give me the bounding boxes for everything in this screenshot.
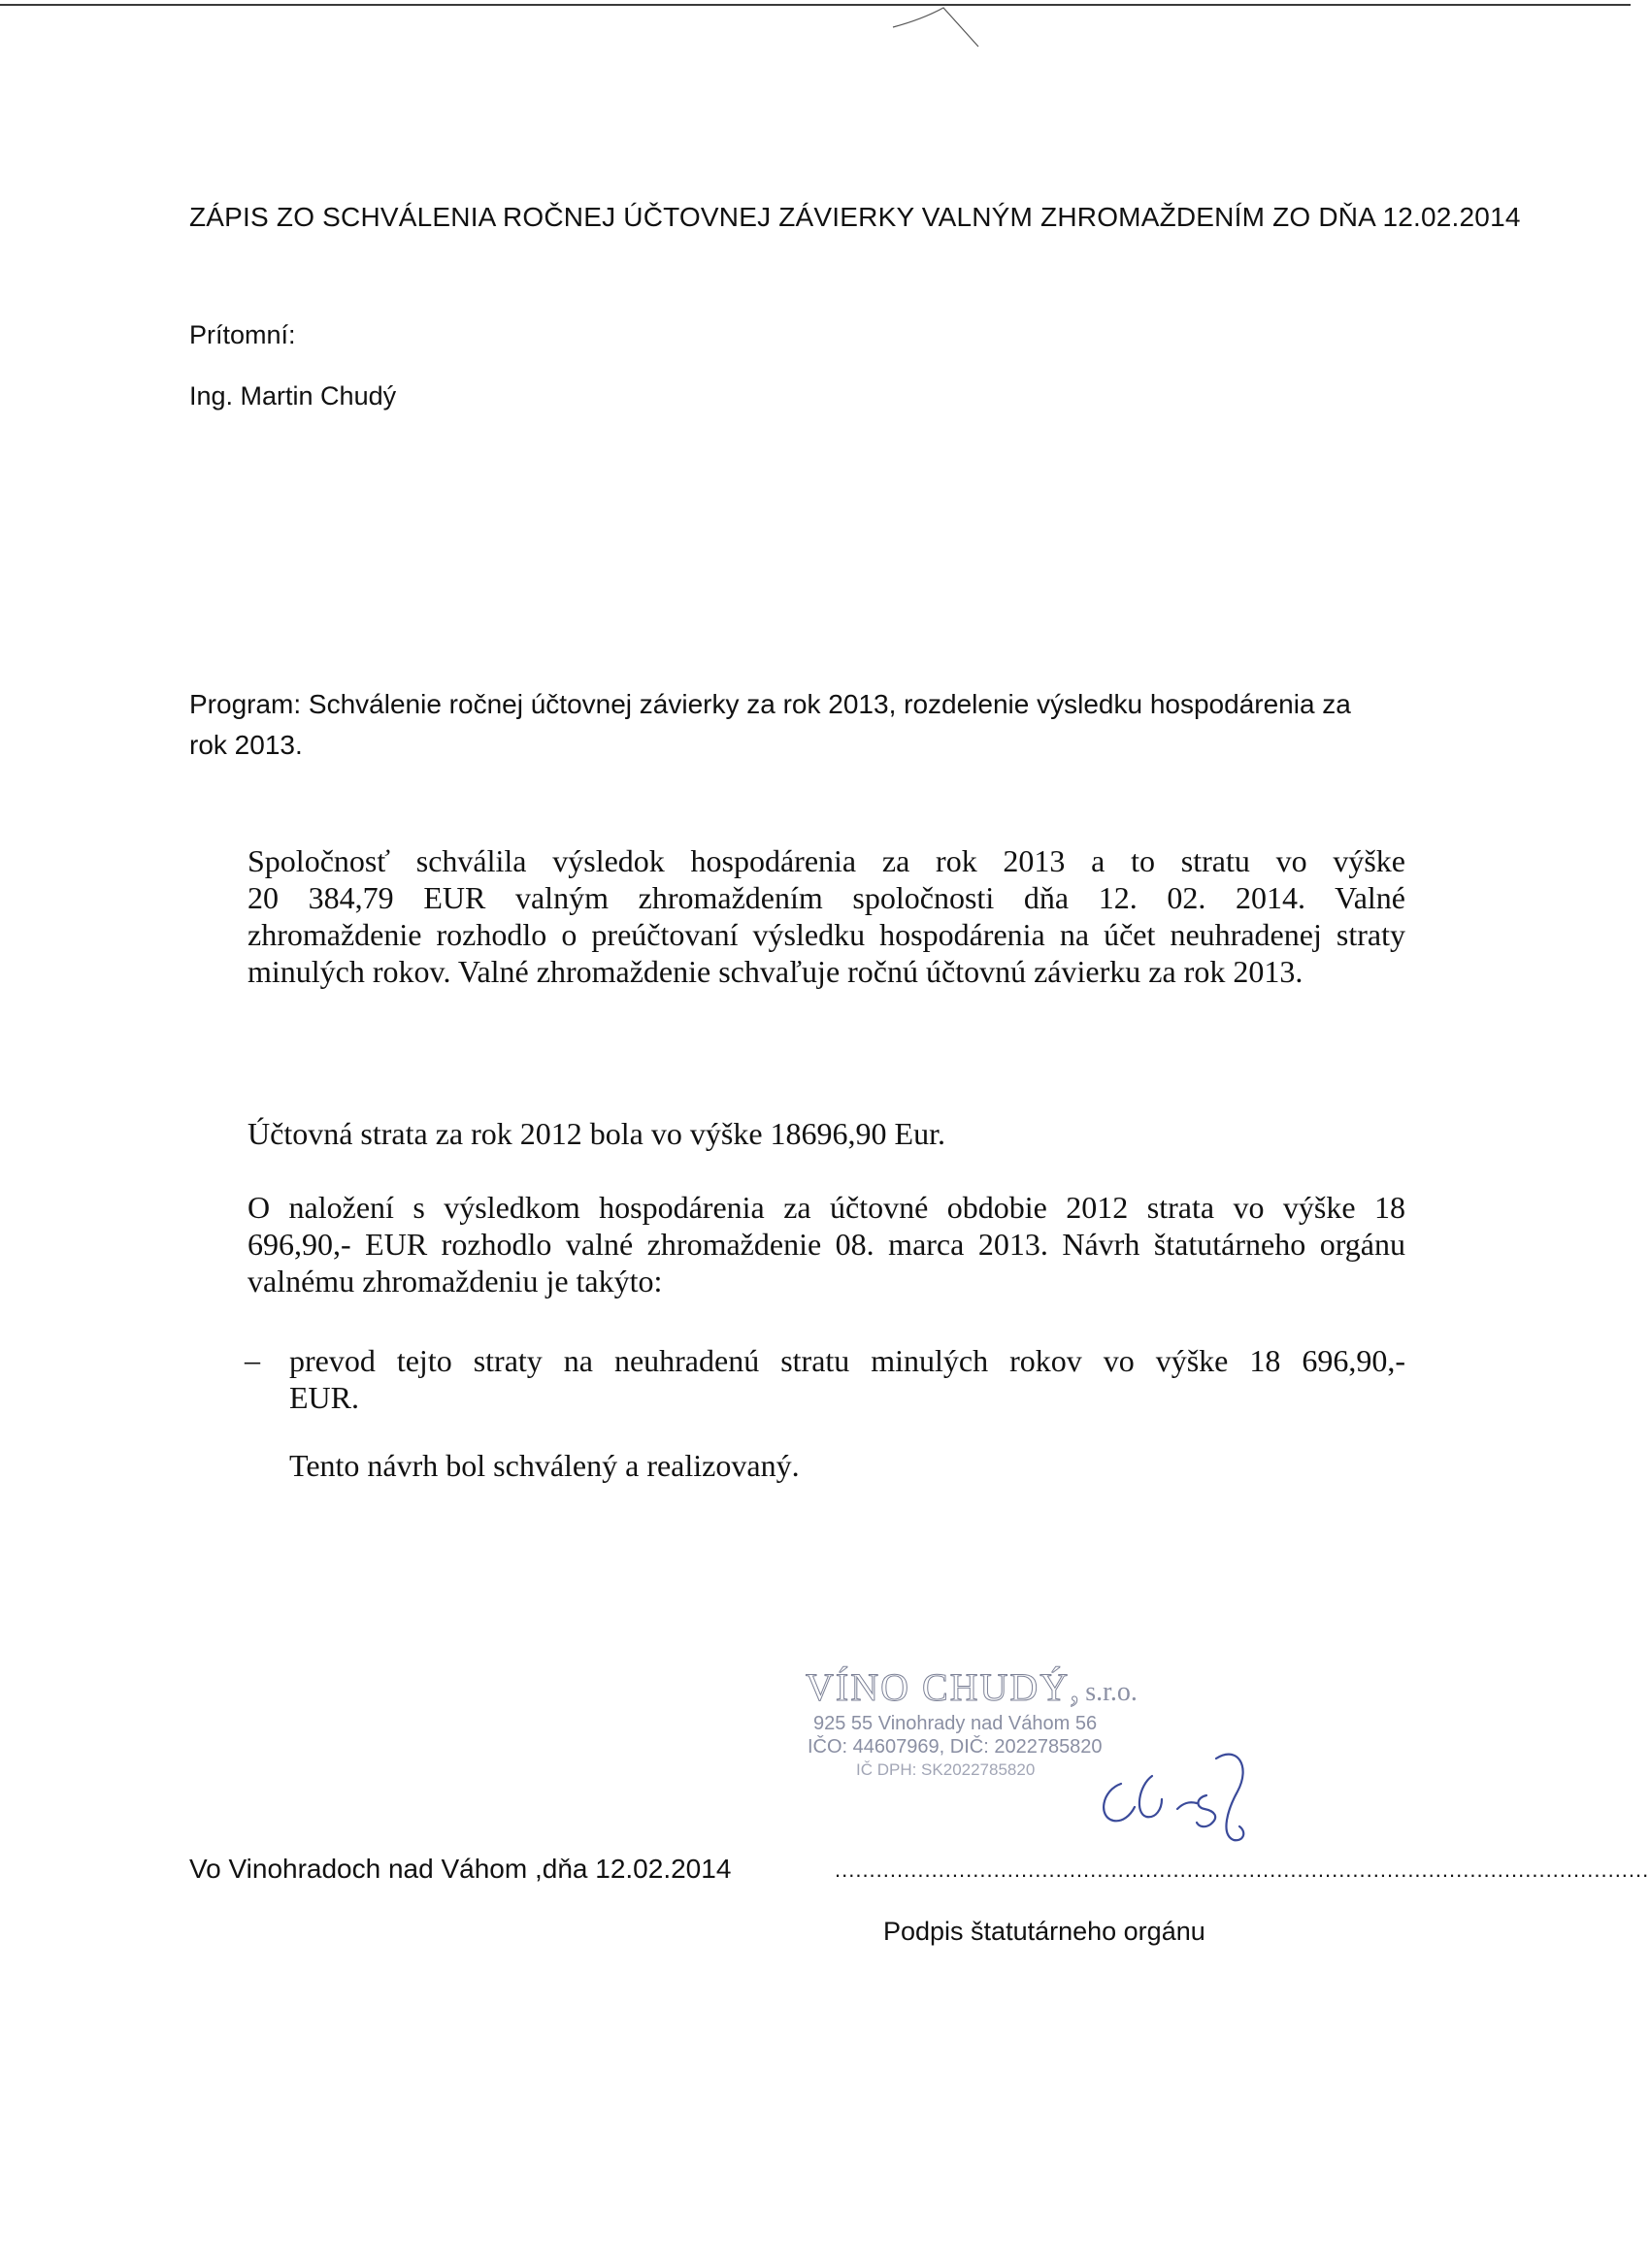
bullet-line: EUR. [289,1380,359,1415]
signature-line: ...................................................................................................................... [835,1857,1650,1882]
paragraph-line: minulých rokov. Valné zhromaždenie schvaľuje ročnú účtovnú závierku za rok 2013. [248,954,1304,989]
stamp-ids: IČO: 44607969, DIČ: 2022785820 [808,1736,1103,1758]
document-title: ZÁPIS ZO SCHVÁLENIA ROČNEJ ÚČTOVNEJ ZÁVIERKY VALNÝM ZHROMAŽDENÍM ZO DŇA 12.02.2014 [189,202,1521,232]
paragraph-line: O naložení s výsledkom hospodárenia za účtovné obdobie 2012 strata vo výške 18 [248,1190,1405,1225]
signature-label: Podpis štatutárneho orgánu [883,1917,1205,1946]
paragraph-line: Spoločnosť schválila výsledok hospodárenia za rok 2013 a to stratu vo výške [248,843,1405,878]
paragraph-line: 696,90,- EUR rozhodlo valné zhromaždenie 08. marca 2013. Návrh štatutárneho orgánu [248,1227,1405,1262]
paragraph-line: 20 384,79 EUR valným zhromaždením spoločnosti dňa 12. 02. 2014. Valné [248,880,1405,915]
stamp-address: 925 55 Vinohrady nad Váhom 56 [813,1713,1098,1734]
handwritten-signature [1092,1747,1276,1854]
paragraph-line: zhromaždenie rozhodlo o preúčtovaní výsledku hospodárenia na účet neuhradenej straty [248,917,1405,952]
paragraph-approval [248,842,1405,990]
paragraph-line: valnému zhromaždeniu je takýto: [248,1264,663,1298]
approved-statement: Tento návrh bol schválený a realizovaný. [289,1448,800,1483]
present-label: Prítomní: [189,320,296,349]
bullet-item [289,1342,1405,1416]
scan-top-border [0,4,1631,6]
scan-fold-mark [854,0,971,58]
stamp-company-name: VÍNO CHUDÝ, [806,1665,1082,1709]
present-name: Ing. Martin Chudý [189,381,397,411]
stamp-vat: IČ DPH: SK2022785820 [856,1760,1036,1779]
bullet-line: prevod tejto straty na neuhradenú stratu minulých rokov vo výške 18 696,90,- [289,1343,1405,1378]
program-text: Program: Schválenie ročnej účtovnej závierky za rok 2013, rozdelenie výsledku hospodárenia za rok 2013. [189,689,1351,760]
paragraph-decision [248,1189,1405,1299]
bullet-dash: – [245,1342,260,1377]
place-and-date: Vo Vinohradoch nad Váhom ,dňa 12.02.2014 [189,1854,732,1884]
stamp-company-suffix: s.r.o. [1085,1677,1138,1707]
loss-2012-statement: Účtovná strata za rok 2012 bola vo výške 18696,90 Eur. [248,1116,945,1151]
